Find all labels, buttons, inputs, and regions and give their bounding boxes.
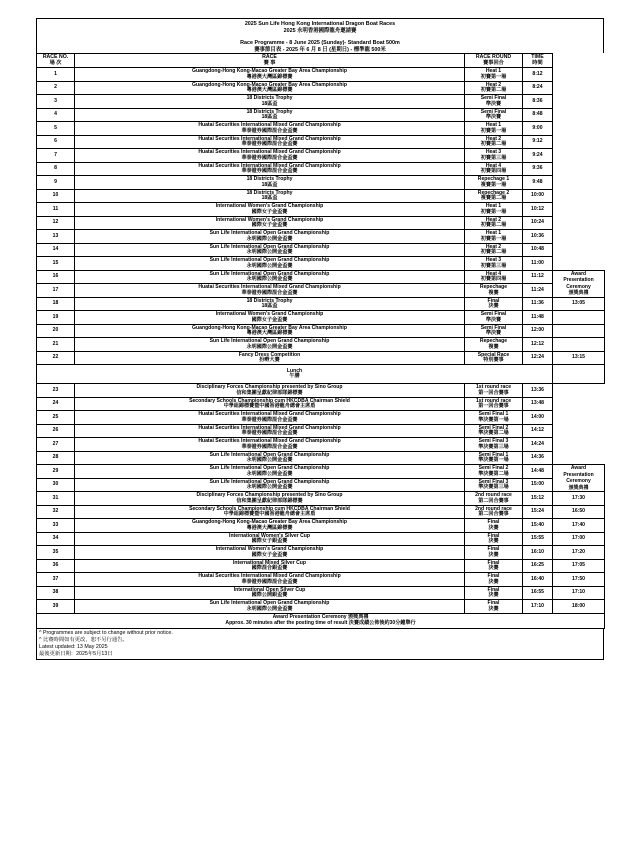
lunch-break: Lunch 午膳 bbox=[37, 365, 553, 384]
closing-note: Award Presentation Ceremony 頒獎典禮 Approx. 30 minutes after the posting time of result 決賽成績公佈後約30分鐘舉行 bbox=[37, 613, 605, 628]
race-time: 14:00 bbox=[523, 411, 553, 425]
race-name: Sun Life International Open Grand Championship 永明國際公開金盃賽 bbox=[75, 478, 465, 492]
award-blank bbox=[553, 384, 605, 398]
race-name: Secondary Schools Championship cum HKCDBA Chairman Shield 中學組錦標賽暨中國香港龍舟總會主席盾 bbox=[75, 397, 465, 411]
race-no: 25 bbox=[37, 411, 75, 425]
race-no: 29 bbox=[37, 465, 75, 479]
race-time: 13:48 bbox=[523, 397, 553, 411]
table-row bbox=[37, 297, 605, 311]
col-round: RACE ROUND 賽事回合 bbox=[465, 54, 523, 68]
table-row bbox=[37, 270, 605, 284]
race-name: Sun Life International Open Grand Championship 永明國際公開金盃賽 bbox=[75, 465, 465, 479]
award-ceremony-label: Award Presentation Ceremony 頒獎典禮 bbox=[553, 270, 605, 297]
table-row bbox=[37, 135, 605, 149]
race-name: Huatai Securities International Mixed Grand Championship 華泰證券國際混合金盃賽 bbox=[75, 411, 465, 425]
race-time: 15:24 bbox=[523, 505, 553, 519]
race-round: Repechage 複賽 bbox=[465, 284, 523, 298]
race-round: Semi Final 準決賽 bbox=[465, 311, 523, 325]
race-time: 11:36 bbox=[523, 297, 553, 311]
race-time: 11:48 bbox=[523, 311, 553, 325]
race-no: 17 bbox=[37, 284, 75, 298]
race-round: Semi Final 準決賽 bbox=[465, 324, 523, 338]
race-no: 18 bbox=[37, 297, 75, 311]
race-time: 8:24 bbox=[523, 81, 553, 95]
award-blank bbox=[553, 176, 605, 190]
award-time: 17:50 bbox=[553, 573, 605, 587]
table-row bbox=[37, 162, 605, 176]
table-row bbox=[37, 216, 605, 230]
award-time: 17:05 bbox=[553, 559, 605, 573]
table-row bbox=[37, 243, 605, 257]
race-no: 31 bbox=[37, 492, 75, 506]
award-blank bbox=[553, 162, 605, 176]
race-name: International Women's Grand Championship 國際女子金盃賽 bbox=[75, 311, 465, 325]
table-row bbox=[37, 108, 605, 122]
race-time: 10:12 bbox=[523, 203, 553, 217]
race-name: Sun Life International Open Grand Championship 永明國際公開金盃賽 bbox=[75, 451, 465, 465]
race-round: Final 決賽 bbox=[465, 532, 523, 546]
award-blank bbox=[553, 68, 605, 82]
race-time: 17:10 bbox=[523, 600, 553, 614]
race-round: Semi Final 1 準決賽第一場 bbox=[465, 411, 523, 425]
race-time: 15:40 bbox=[523, 519, 553, 533]
award-time: 13:15 bbox=[553, 351, 605, 365]
award-blank bbox=[553, 108, 605, 122]
award-time: 17:00 bbox=[553, 532, 605, 546]
table-row bbox=[37, 81, 605, 95]
award-blank bbox=[553, 189, 605, 203]
race-no: 30 bbox=[37, 478, 75, 492]
race-no: 38 bbox=[37, 586, 75, 600]
award-blank bbox=[553, 81, 605, 95]
award-blank bbox=[553, 438, 605, 452]
race-time: 14:12 bbox=[523, 424, 553, 438]
award-time bbox=[553, 338, 605, 352]
document-header bbox=[36, 18, 604, 53]
race-round: Heat 3 初賽第三場 bbox=[465, 257, 523, 271]
race-time: 8:12 bbox=[523, 68, 553, 82]
programme-sheet bbox=[36, 18, 604, 660]
race-name: 18 Districts Trophy 18區盃 bbox=[75, 108, 465, 122]
race-name: Disciplinary Forces Championship presented by Sino Group 信和集團呈獻紀律部隊錦標賽 bbox=[75, 492, 465, 506]
race-no: 1 bbox=[37, 68, 75, 82]
table-row bbox=[37, 203, 605, 217]
col-race: RACE 賽 事 bbox=[75, 54, 465, 68]
notes bbox=[36, 629, 604, 660]
table-row bbox=[37, 573, 605, 587]
table-row bbox=[37, 559, 605, 573]
race-round: Final 決賽 bbox=[465, 573, 523, 587]
race-no: 28 bbox=[37, 451, 75, 465]
race-name: Huatai Securities International Mixed Grand Championship 華泰證券國際混合金盃賽 bbox=[75, 135, 465, 149]
race-time: 11:00 bbox=[523, 257, 553, 271]
race-time: 16:10 bbox=[523, 546, 553, 560]
note-updated-en: Latest updated: 13 May 2025 bbox=[39, 643, 108, 650]
note-updated-zh: 最後更新日期：2025年5月13日 bbox=[39, 650, 113, 657]
race-name: 18 Districts Trophy 18區盃 bbox=[75, 95, 465, 109]
race-no: 24 bbox=[37, 397, 75, 411]
race-time: 15:12 bbox=[523, 492, 553, 506]
race-round: Heat 1 初賽第一場 bbox=[465, 68, 523, 82]
race-time: 14:24 bbox=[523, 438, 553, 452]
race-no: 20 bbox=[37, 324, 75, 338]
race-name: Fancy Dress Competition 扮嘢大賽 bbox=[75, 351, 465, 365]
race-name: International Mixed Silver Cup 國際混合銀盃賽 bbox=[75, 559, 465, 573]
race-time: 11:24 bbox=[523, 284, 553, 298]
table-row bbox=[37, 532, 605, 546]
race-no: 11 bbox=[37, 203, 75, 217]
race-no: 2 bbox=[37, 81, 75, 95]
race-time: 10:36 bbox=[523, 230, 553, 244]
table-row bbox=[37, 149, 605, 163]
race-round: Heat 4 初賽第四場 bbox=[465, 162, 523, 176]
award-time: 17:30 bbox=[553, 492, 605, 506]
race-no: 15 bbox=[37, 257, 75, 271]
race-name: Disciplinary Forces Championship presented by Sino Group 信和集團呈獻紀律部隊錦標賽 bbox=[75, 384, 465, 398]
table-row bbox=[37, 230, 605, 244]
table-row bbox=[37, 95, 605, 109]
race-round: Special Race 特別賽事 bbox=[465, 351, 523, 365]
race-time: 10:48 bbox=[523, 243, 553, 257]
race-round: Semi Final 2 準決賽第二場 bbox=[465, 424, 523, 438]
race-time: 9:12 bbox=[523, 135, 553, 149]
award-blank bbox=[553, 365, 605, 384]
race-round: Heat 2 初賽第二場 bbox=[465, 135, 523, 149]
award-blank bbox=[553, 230, 605, 244]
race-name: Sun Life International Open Grand Championship 永明國際公開金盃賽 bbox=[75, 600, 465, 614]
race-time: 8:48 bbox=[523, 108, 553, 122]
race-no: 36 bbox=[37, 559, 75, 573]
race-name: Sun Life International Open Grand Championship 永明國際公開金盃賽 bbox=[75, 270, 465, 284]
race-name: Huatai Securities International Mixed Grand Championship 華泰證券國際混合金盃賽 bbox=[75, 162, 465, 176]
award-blank bbox=[553, 122, 605, 136]
title-en: 2025 Sun Life Hong Kong International Dragon Boat Races bbox=[244, 21, 396, 27]
table-row bbox=[37, 492, 605, 506]
table-row bbox=[37, 411, 605, 425]
col-race-no: RACE NO. 場 次 bbox=[37, 54, 75, 68]
race-time: 12:12 bbox=[523, 338, 553, 352]
table-row bbox=[37, 176, 605, 190]
race-no: 35 bbox=[37, 546, 75, 560]
table-row bbox=[37, 257, 605, 271]
race-round: Heat 4 初賽第四場 bbox=[465, 270, 523, 284]
award-blank bbox=[553, 411, 605, 425]
race-round: Repechage 2 複賽第二場 bbox=[465, 189, 523, 203]
race-round: Semi Final 準決賽 bbox=[465, 95, 523, 109]
race-no: 23 bbox=[37, 384, 75, 398]
race-round: Repechage 複賽 bbox=[465, 338, 523, 352]
note-2: ^ 比賽時間如有更改，恕不另行通告。 bbox=[39, 636, 128, 643]
programme-en: Race Programme - 8 June 2025 (Sunday)- Standard Boat 500m bbox=[240, 40, 400, 47]
award-time: 18:00 bbox=[553, 600, 605, 614]
race-time: 15:55 bbox=[523, 532, 553, 546]
race-name: International Women's Grand Championship 國際女子金盃賽 bbox=[75, 216, 465, 230]
award-time bbox=[553, 311, 605, 325]
race-time: 12:00 bbox=[523, 324, 553, 338]
table-row bbox=[37, 284, 605, 298]
race-round: Semi Final 準決賽 bbox=[465, 108, 523, 122]
race-round: Final 決賽 bbox=[465, 297, 523, 311]
race-name: Huatai Securities International Mixed Grand Championship 華泰證券國際混合金盃賽 bbox=[75, 573, 465, 587]
table-row bbox=[37, 424, 605, 438]
race-name: Guangdong-Hong Kong-Macao Greater Bay Area Championship 粵港澳大灣區錦標賽 bbox=[75, 81, 465, 95]
award-time: 17:40 bbox=[553, 519, 605, 533]
award-ceremony-label: Award Presentation Ceremony 頒獎典禮 bbox=[553, 465, 605, 492]
race-no: 32 bbox=[37, 505, 75, 519]
race-time: 9:24 bbox=[523, 149, 553, 163]
race-no: 33 bbox=[37, 519, 75, 533]
note-1: ^ Programmes are subject to change without prior notice. bbox=[39, 629, 173, 636]
race-round: 1st round race 第一回合賽事 bbox=[465, 384, 523, 398]
race-round: 2nd round race 第二回合賽事 bbox=[465, 492, 523, 506]
race-round: Heat 3 初賽第三場 bbox=[465, 149, 523, 163]
race-name: International Women's Grand Championship 國際女子金盃賽 bbox=[75, 203, 465, 217]
table-row bbox=[37, 465, 605, 479]
race-no: 4 bbox=[37, 108, 75, 122]
col-award-blank bbox=[553, 54, 605, 68]
race-round: Final 決賽 bbox=[465, 559, 523, 573]
table-row bbox=[37, 478, 605, 492]
table-row bbox=[37, 351, 605, 365]
race-time: 9:00 bbox=[523, 122, 553, 136]
race-no: 27 bbox=[37, 438, 75, 452]
race-name: International Open Silver Cup 國際公開銀盃賽 bbox=[75, 586, 465, 600]
race-name: Guangdong-Hong Kong-Macao Greater Bay Area Championship 粵港澳大灣區錦標賽 bbox=[75, 324, 465, 338]
table-row bbox=[37, 438, 605, 452]
race-name: Huatai Securities International Mixed Grand Championship 華泰證券國際混合金盃賽 bbox=[75, 122, 465, 136]
race-name: Guangdong-Hong Kong-Macao Greater Bay Area Championship 粵港澳大灣區錦標賽 bbox=[75, 519, 465, 533]
table-header-row bbox=[37, 54, 605, 68]
table-row bbox=[37, 311, 605, 325]
race-no: 19 bbox=[37, 311, 75, 325]
table-row bbox=[37, 324, 605, 338]
race-name: 18 Districts Trophy 18區盃 bbox=[75, 176, 465, 190]
race-time: 10:24 bbox=[523, 216, 553, 230]
award-blank bbox=[553, 149, 605, 163]
race-no: 7 bbox=[37, 149, 75, 163]
race-time: 14:48 bbox=[523, 465, 553, 479]
race-no: 16 bbox=[37, 270, 75, 284]
award-blank bbox=[553, 216, 605, 230]
race-round: Semi Final 2 準決賽第二場 bbox=[465, 465, 523, 479]
programme-zh: 賽事節目表 - 2025 年 6 月 8 日 (星期日) - 標準龍 500米 bbox=[254, 46, 386, 53]
race-time: 11:12 bbox=[523, 270, 553, 284]
race-round: Repechage 1 複賽第一場 bbox=[465, 176, 523, 190]
award-blank bbox=[553, 243, 605, 257]
award-blank bbox=[553, 135, 605, 149]
award-time: 16:50 bbox=[553, 505, 605, 519]
table-row bbox=[37, 338, 605, 352]
race-name: 18 Districts Trophy 18區盃 bbox=[75, 297, 465, 311]
award-blank bbox=[553, 397, 605, 411]
race-time: 9:48 bbox=[523, 176, 553, 190]
race-time: 13:36 bbox=[523, 384, 553, 398]
race-round: Heat 2 初賽第二場 bbox=[465, 216, 523, 230]
race-round: Heat 1 初賽第一場 bbox=[465, 230, 523, 244]
race-round: Final 決賽 bbox=[465, 586, 523, 600]
race-time: 16:55 bbox=[523, 586, 553, 600]
race-time: 9:36 bbox=[523, 162, 553, 176]
race-name: Sun Life International Open Grand Championship 永明國際公開金盃賽 bbox=[75, 257, 465, 271]
award-time: 17:20 bbox=[553, 546, 605, 560]
race-round: Final 決賽 bbox=[465, 519, 523, 533]
race-no: 8 bbox=[37, 162, 75, 176]
race-no: 26 bbox=[37, 424, 75, 438]
race-name: Guangdong-Hong Kong-Macao Greater Bay Area Championship 粵港澳大灣區錦標賽 bbox=[75, 68, 465, 82]
race-name: International Women's Grand Championship 國際女子金盃賽 bbox=[75, 546, 465, 560]
race-no: 34 bbox=[37, 532, 75, 546]
race-no: 22 bbox=[37, 351, 75, 365]
race-name: Huatai Securities International Mixed Grand Championship 華泰證券國際混合金盃賽 bbox=[75, 149, 465, 163]
race-no: 3 bbox=[37, 95, 75, 109]
race-no: 13 bbox=[37, 230, 75, 244]
race-time: 16:25 bbox=[523, 559, 553, 573]
table-row bbox=[37, 600, 605, 614]
race-name: International Women's Silver Cup 國際女子銀盃賽 bbox=[75, 532, 465, 546]
race-name: Sun Life International Open Grand Championship 永明國際公開金盃賽 bbox=[75, 230, 465, 244]
title-zh: 2025 永明香港國際龍舟邀請賽 bbox=[283, 27, 357, 34]
race-round: Heat 2 初賽第二場 bbox=[465, 243, 523, 257]
table-row bbox=[37, 451, 605, 465]
race-no: 21 bbox=[37, 338, 75, 352]
table-row bbox=[37, 122, 605, 136]
race-no: 5 bbox=[37, 122, 75, 136]
race-round: Semi Final 3 準決賽第三場 bbox=[465, 438, 523, 452]
race-name: Huatai Securities International Mixed Grand Championship 華泰證券國際混合金盃賽 bbox=[75, 424, 465, 438]
table-row bbox=[37, 397, 605, 411]
award-time: 13:05 bbox=[553, 297, 605, 311]
race-name: Secondary Schools Championship cum HKCDBA Chairman Shield 中學組錦標賽暨中國香港龍舟總會主席盾 bbox=[75, 505, 465, 519]
table-row bbox=[37, 384, 605, 398]
race-round: Heat 2 初賽第二場 bbox=[465, 81, 523, 95]
race-round: Heat 1 初賽第一場 bbox=[465, 122, 523, 136]
race-round: Semi Final 1 準決賽第一場 bbox=[465, 451, 523, 465]
table-row bbox=[37, 586, 605, 600]
award-blank bbox=[553, 203, 605, 217]
award-blank bbox=[553, 257, 605, 271]
race-table bbox=[36, 53, 605, 629]
award-time bbox=[553, 324, 605, 338]
race-round: Final 決賽 bbox=[465, 546, 523, 560]
table-row bbox=[37, 189, 605, 203]
race-time: 10:00 bbox=[523, 189, 553, 203]
award-blank bbox=[553, 424, 605, 438]
race-time: 12:24 bbox=[523, 351, 553, 365]
award-blank bbox=[553, 451, 605, 465]
race-round: Semi Final 3 準決賽第三場 bbox=[465, 478, 523, 492]
table-row bbox=[37, 519, 605, 533]
table-row bbox=[37, 546, 605, 560]
award-blank bbox=[553, 95, 605, 109]
table-row bbox=[37, 68, 605, 82]
closing-row bbox=[37, 613, 605, 628]
race-time: 15:00 bbox=[523, 478, 553, 492]
race-name: 18 Districts Trophy 18區盃 bbox=[75, 189, 465, 203]
race-name: Sun Life International Open Grand Championship 永明國際公開金盃賽 bbox=[75, 338, 465, 352]
race-name: Sun Life International Open Grand Championship 永明國際公開金盃賽 bbox=[75, 243, 465, 257]
race-time: 16:40 bbox=[523, 573, 553, 587]
race-round: 1st round race 第一回合賽事 bbox=[465, 397, 523, 411]
col-time: TIME 時間 bbox=[523, 54, 553, 68]
race-no: 37 bbox=[37, 573, 75, 587]
race-name: Huatai Securities International Mixed Grand Championship 華泰證券國際混合金盃賽 bbox=[75, 438, 465, 452]
race-name: Huatai Securities International Mixed Grand Championship 華泰證券國際混合金盃賽 bbox=[75, 284, 465, 298]
race-no: 12 bbox=[37, 216, 75, 230]
race-round: 2nd round race 第二回合賽事 bbox=[465, 505, 523, 519]
race-no: 39 bbox=[37, 600, 75, 614]
race-time: 8:36 bbox=[523, 95, 553, 109]
race-round: Heat 1 初賽第一場 bbox=[465, 203, 523, 217]
award-time: 17:10 bbox=[553, 586, 605, 600]
lunch-row bbox=[37, 365, 605, 384]
race-no: 9 bbox=[37, 176, 75, 190]
race-time: 14:36 bbox=[523, 451, 553, 465]
race-round: Final 決賽 bbox=[465, 600, 523, 614]
race-no: 14 bbox=[37, 243, 75, 257]
race-no: 6 bbox=[37, 135, 75, 149]
table-row bbox=[37, 505, 605, 519]
race-no: 10 bbox=[37, 189, 75, 203]
